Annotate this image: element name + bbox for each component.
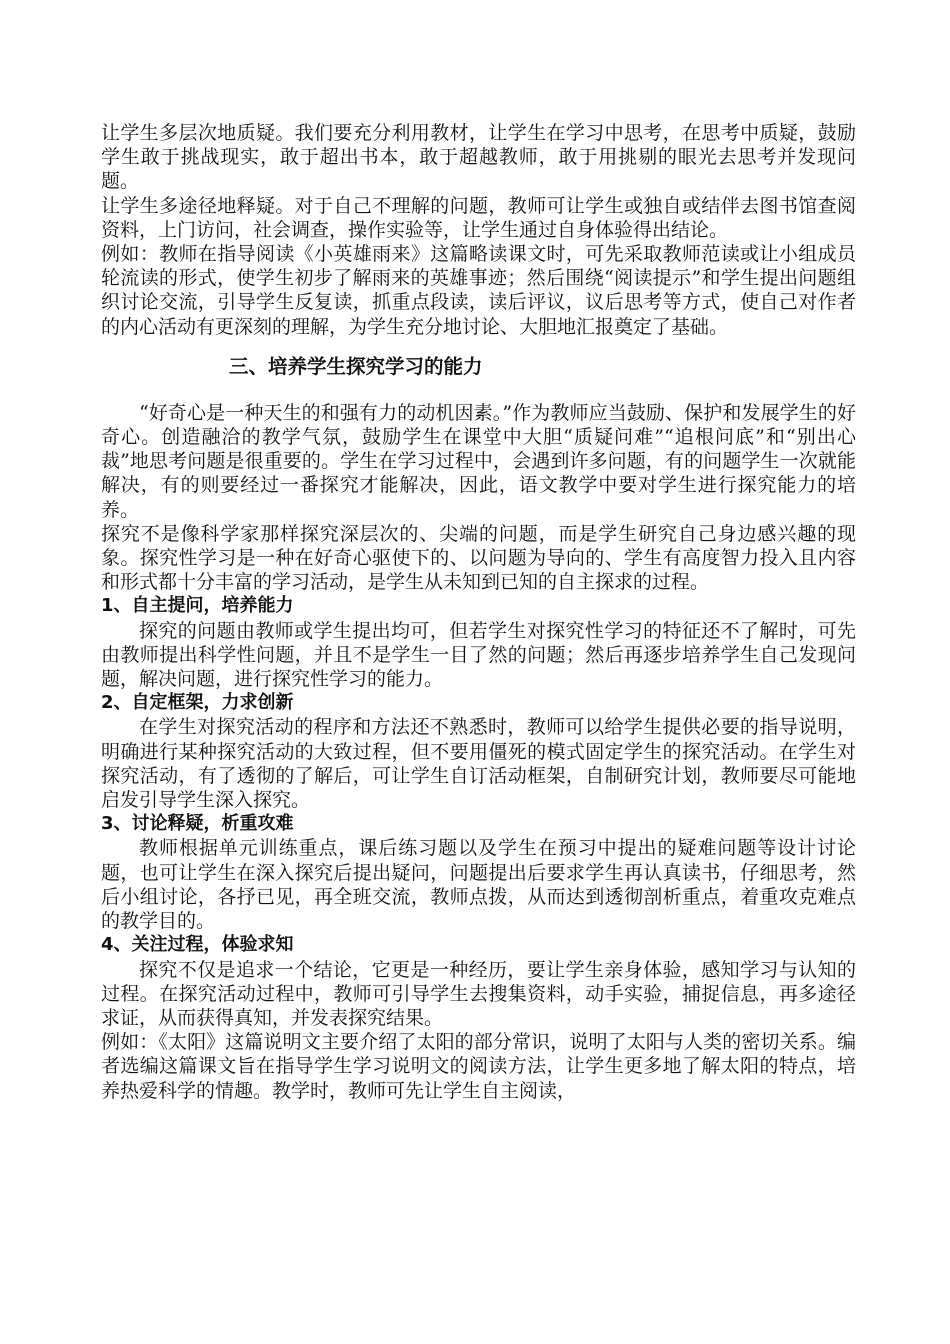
paragraph-2: 在学生对探究活动的程序和方法还不熟悉时，教师可以给学生提供必要的指导说明，明确进行某种探究活动的大致过程，但不要用僵死的模式固定学生的探究活动。在学生对探究活动，有了透彻的了解后，可让学生自订活动框架，自制研究计划，教师要尽可能地启发引导学生深入探究。: [101, 716, 856, 812]
paragraph-example-yulai: 例如：教师在指导阅读《小英雄雨来》这篇略读课文时，可先采取教师范读或让小组成员轮流读的形式，使学生初步了解雨来的英雄事迹；然后围绕“阅读提示”和学生提出问题组织讨论交流，引导学生反复读，抓重点段读，读后评议，议后思考等方式，使自己对作者的内心活动有更深刻的理解，为学生充分地讨论、大胆地汇报奠定了基础。: [101, 243, 856, 338]
paragraph-4: 探究不仅是追求一个结论，它更是一种经历，要让学生亲身体验，感知学习与认知的过程。在探究活动过程中，教师可引导学生去搜集资料，动手实验，捕捉信息，再多途径求证，从而获得真知，并发表探究结果。: [101, 958, 856, 1029]
document-page: [101, 121, 856, 1103]
paragraph-1: 探究的问题由教师或学生提出均可，但若学生对探究性学习的特征还不了解时，可先由教师提出科学性问题，并且不是学生一目了然的问题；然后再逐步培养学生自己发现问题，解决问题，进行探究性学习的能力。: [101, 619, 856, 691]
paragraph-inquiry: 探究不是像科学家那样探究深层次的、尖端的问题，而是学生研究自己身边感兴趣的现象。探究性学习是一种在好奇心驱使下的、以问题为导向的、学生有高度智力投入且内容和形式都十分丰富的学习活动，是学生从未知到已知的自主探求的过程。: [101, 522, 856, 594]
subheading-2: 2、自定框架，力求创新: [101, 692, 294, 714]
paragraph-questioning: 让学生多层次地质疑。我们要充分利用教材，让学生在学习中思考，在思考中质疑，鼓励学生敢于挑战现实，敢于超出书本，敢于超越教师，敢于用挑剔的眼光去思考并发现问题。: [101, 122, 856, 193]
section-heading: 三、培养学生探究学习的能力: [229, 354, 483, 378]
paragraph-resolving: 让学生多途径地释疑。对于自己不理解的问题，教师可让学生或独自或结伴去图书馆查阅资料，上门访问，社会调查，操作实验等，让学生通过自身体验得出结论。: [101, 194, 856, 241]
subheading-1: 1、自主提问，培养能力: [101, 595, 294, 617]
subheading-3: 3、讨论释疑，析重攻难: [101, 813, 294, 835]
paragraph-3: 教师根据单元训练重点，课后练习题以及学生在预习中提出的疑难问题等设计讨论题，也可让学生在深入探究后提出疑问，问题提出后要求学生再认真读书，仔细思考，然后小组讨论，各抒已见，再全班交流，教师点拨，从而达到透彻剖析重点，着重攻克难点的教学目的。: [101, 837, 856, 933]
paragraph-example-sun: 例如：《太阳》这篇说明文主要介绍了太阳的部分常识，说明了太阳与人类的密切关系。编者选编这篇课文旨在指导学生学习说明文的阅读方法，让学生更多地了解太阳的特点，培养热爱科学的情趣。教学时，教师可先让学生自主阅读，: [101, 1031, 856, 1102]
subheading-4: 4、关注过程，体验求知: [101, 934, 294, 956]
paragraph-curiosity: “好奇心是一种天生的和强有力的动机因素。”作为教师应当鼓励、保护和发展学生的好奇心。创造融洽的教学气氛，鼓励学生在课堂中大胆“质疑问难”“追根问底”和“别出心裁”地思考问题是很重要的。学生在学习过程中，会遇到许多问题，有的问题学生一次就能解决，有的则要经过一番探究才能解决，因此，语文教学中要对学生进行探究能力的培养。: [101, 401, 856, 521]
